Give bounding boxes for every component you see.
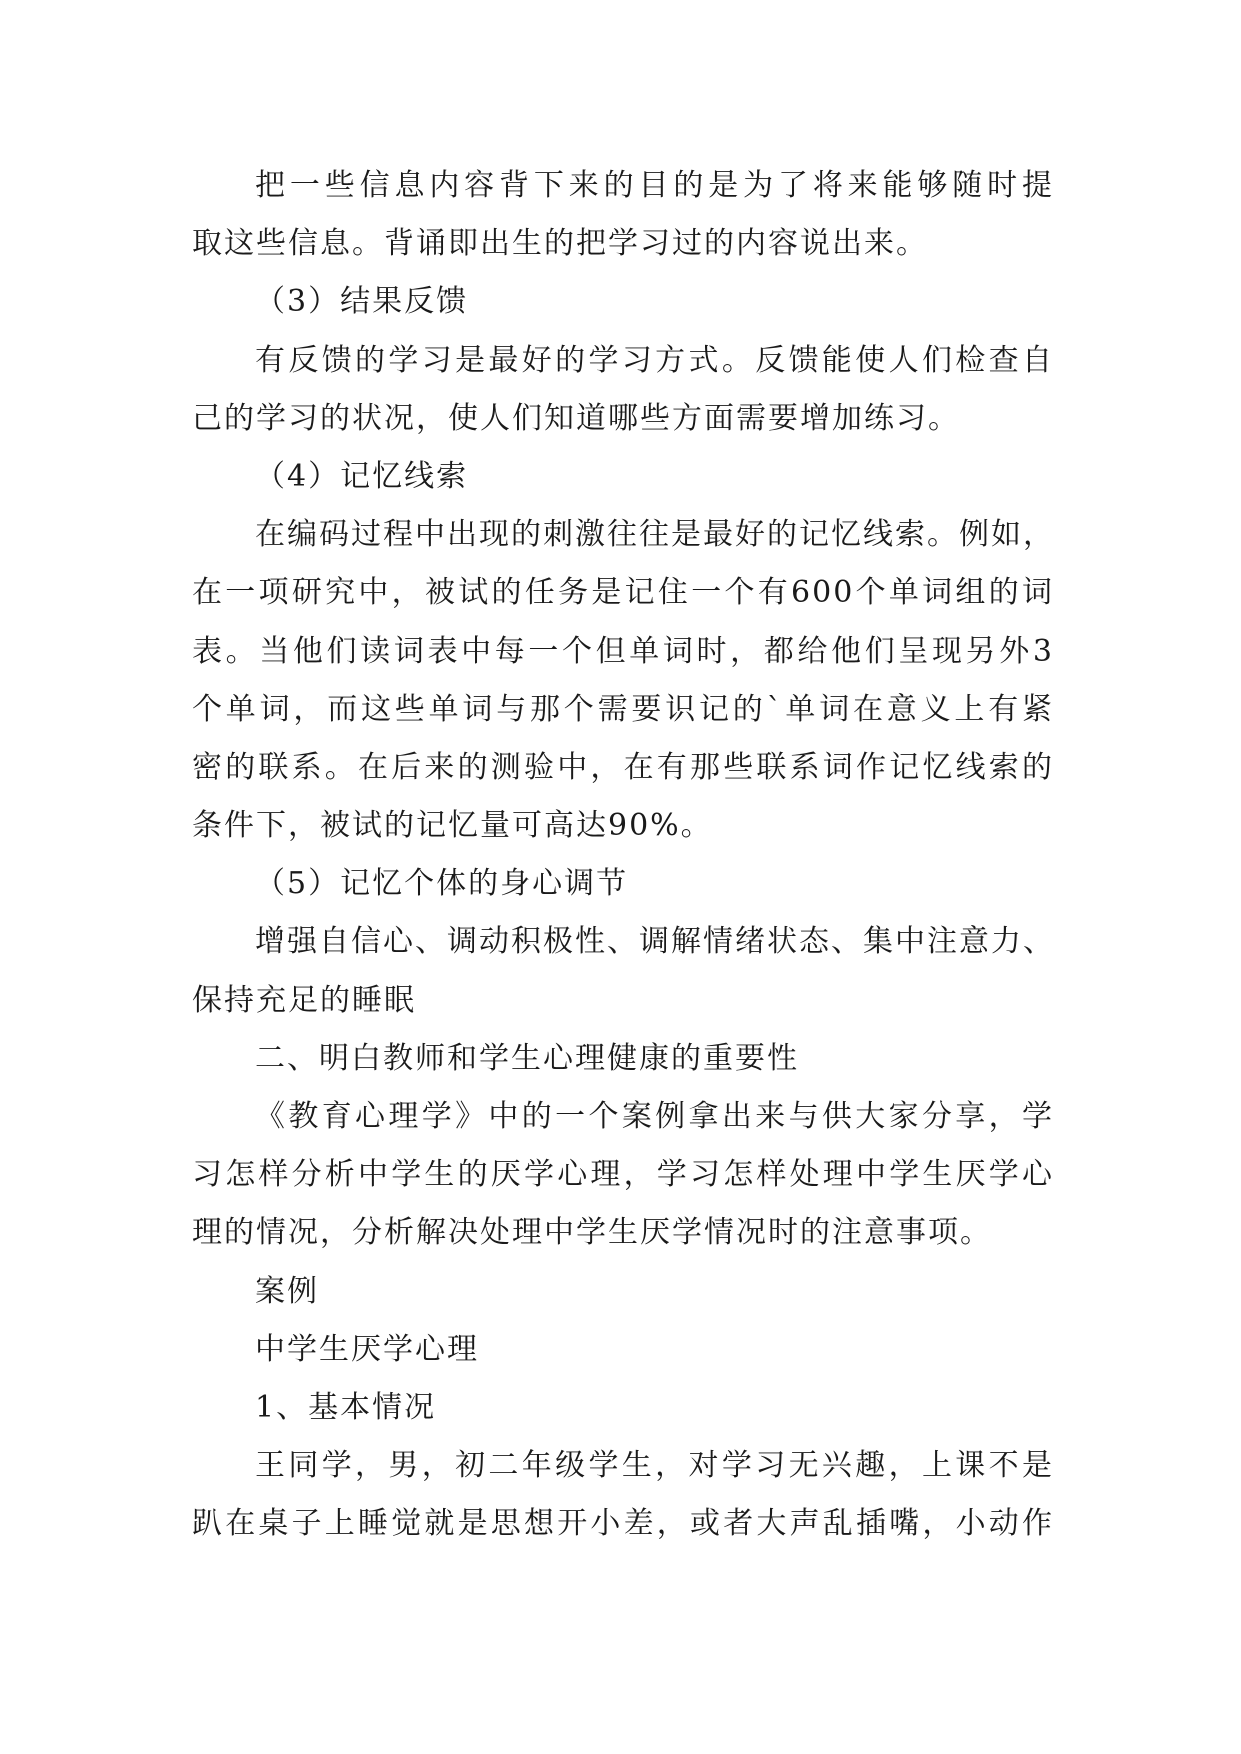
- text-line: 趴在桌子上睡觉就是思想开小差，或者大声乱插嘴，小动作: [192, 1506, 1054, 1542]
- text-line: 二、明白教师和学生心理健康的重要性: [255, 1040, 799, 1076]
- text-line: 在编码过程中出现的刺激往往是最好的记忆线索。例如，: [255, 517, 1055, 553]
- text-line: 增强自信心、调动积极性、调解情绪状态、集中注意力、: [255, 924, 1055, 960]
- text-line: 1、基本情况: [255, 1389, 437, 1425]
- text-line: 条件下，被试的记忆量可高达90%。: [192, 808, 713, 844]
- text-line: 中学生厌学心理: [255, 1331, 479, 1367]
- text-line: 保持充足的睡眠: [192, 982, 416, 1018]
- text-line: 表。当他们读词表中每一个但单词时，都给他们呈现另外3: [192, 633, 1054, 669]
- text-line: 己的学习的状况，使人们知道哪些方面需要增加练习。: [192, 400, 960, 436]
- text-line: 个单词，而这些单词与那个需要识记的`单词在意义上有紧: [192, 691, 1054, 727]
- text-line: （4）记忆线索: [255, 458, 469, 494]
- text-line: 案例: [255, 1273, 319, 1309]
- text-line: （3）结果反馈: [255, 284, 469, 320]
- text-line: （5）记忆个体的身心调节: [255, 866, 629, 902]
- text-line: 密的联系。在后来的测验中，在有那些联系词作记忆线索的: [192, 749, 1054, 785]
- text-line: 把一些信息内容背下来的目的是为了将来能够随时提: [255, 168, 1054, 203]
- text-line: 王同学，男，初二年级学生，对学习无兴趣，上课不是: [255, 1448, 1054, 1484]
- text-line: 取这些信息。背诵即出生的把学习过的内容说出来。: [192, 226, 928, 262]
- text-line: 在一项研究中，被试的任务是记住一个有600个单词组的词: [192, 575, 1054, 611]
- document-body: [192, 157, 1054, 1554]
- text-line: 理的情况，分析解决处理中学生厌学情况时的注意事项。: [192, 1215, 992, 1251]
- text-line: 习怎样分析中学生的厌学心理，学习怎样处理中学生厌学心: [192, 1157, 1054, 1193]
- text-line: 《教育心理学》中的一个案例拿出来与供大家分享，学: [255, 1099, 1054, 1134]
- text-line: 有反馈的学习是最好的学习方式。反馈能使人们检查自: [255, 342, 1054, 378]
